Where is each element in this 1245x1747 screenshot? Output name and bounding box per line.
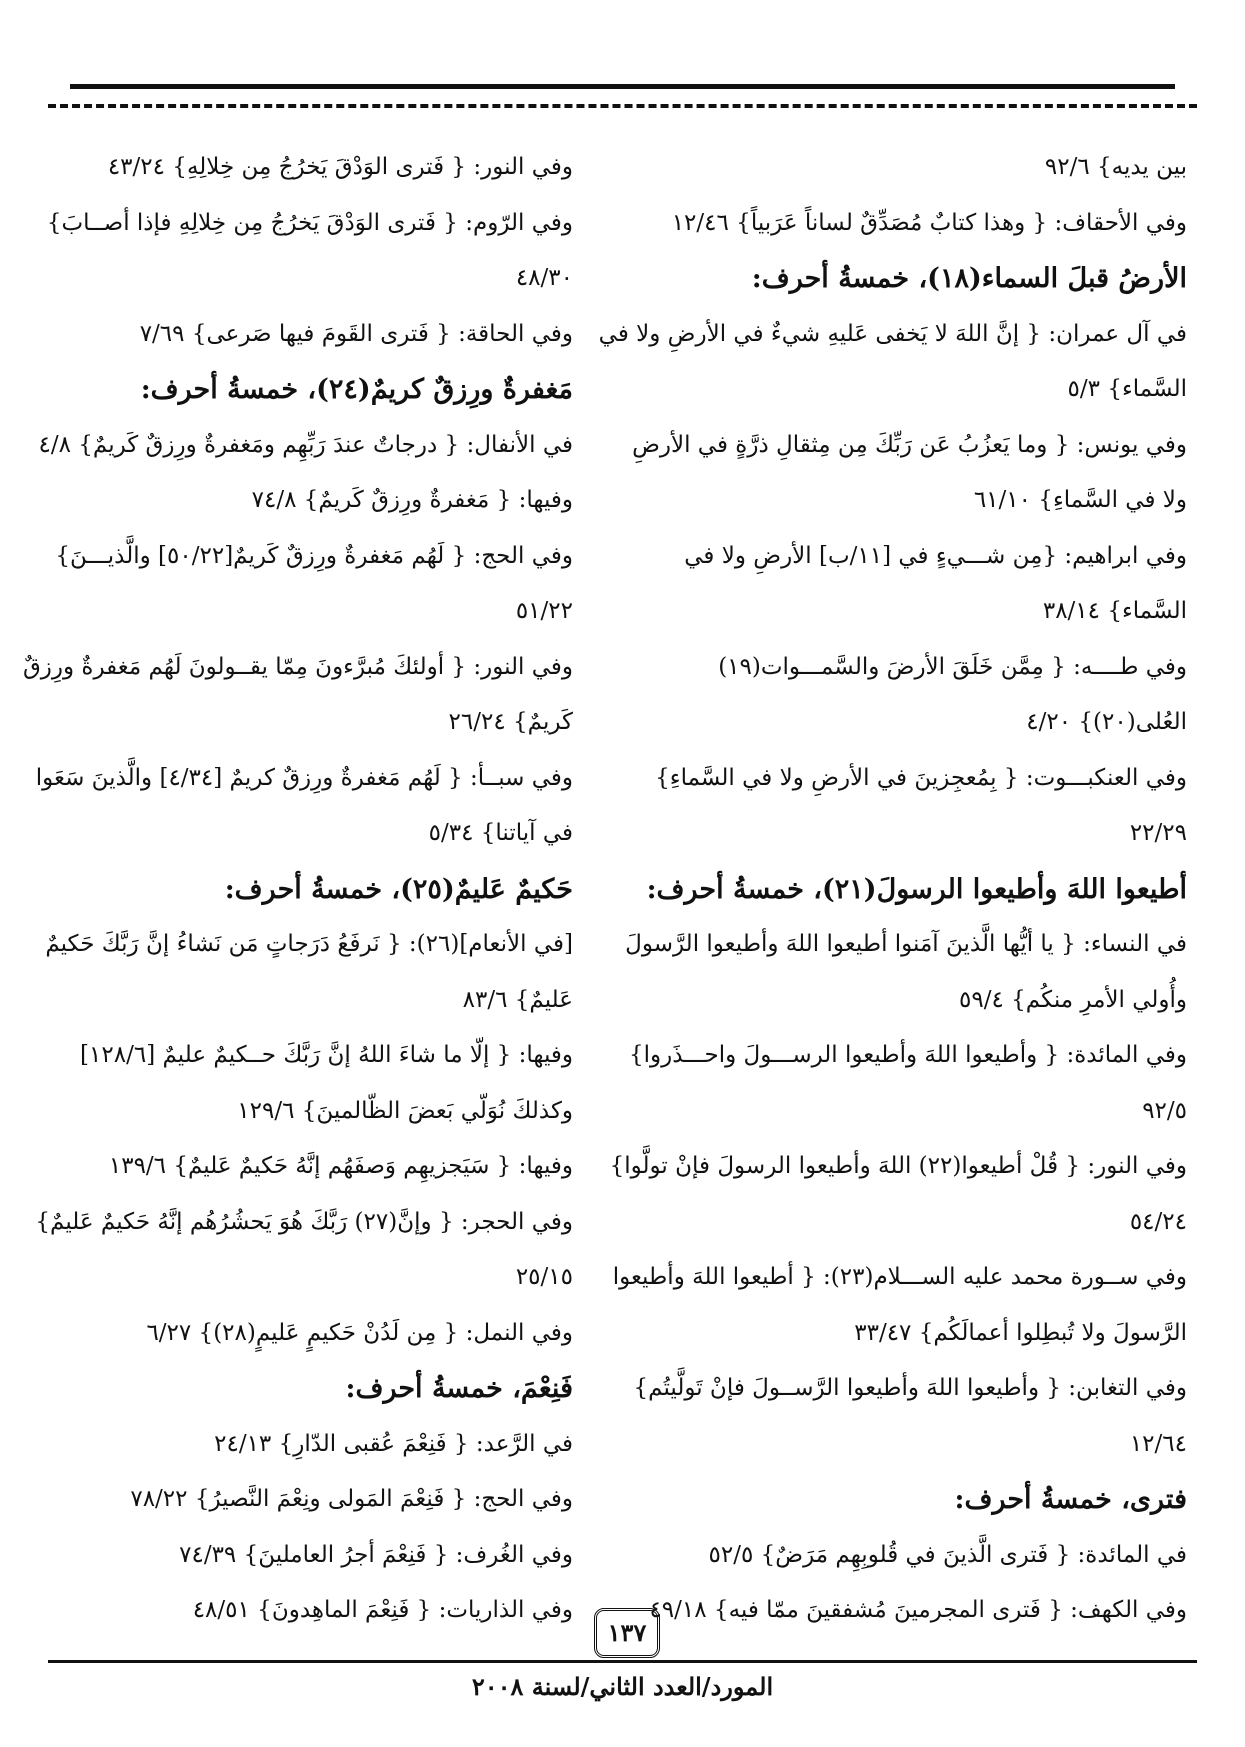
footer-rule [48,1660,1197,1663]
text-line: وأُولي الأمرِ منكُم} ٥٩/٤ [959,986,1187,1013]
text-line: في النساء: { يا أيُّها الَّذينَ آمَنوا أطيعوا اللهَ وأطيعوا الرَّسولَ [625,931,1187,957]
text-line: ١٢/٦٤ [1129,1430,1187,1457]
page-number: ١٣٧ [594,1608,660,1658]
text-line: ٥٤/٢٤ [1129,1208,1187,1235]
text-line: وفي ســورة محمد عليه الســـلام(٢٣): { أطيعوا اللهَ وأطيعوا [612,1264,1187,1290]
text-line: بين يديه} ٩٢/٦ [1044,154,1187,180]
section-heading: فترى، خمسةُ أحرف: [954,1484,1187,1515]
text-line: كَريمٌ} ٢٦/٢٤ [448,709,573,735]
text-line: ٩٢/٥ [1142,1097,1187,1124]
text-line: وفي الحج: { لَهُم مَغفرةٌ ورِزقٌ كَريمٌ[٥٠/٢٢] والَّذيـــنَ} [55,542,573,569]
section-heading: حَكيمٌ عَليمٌ(٢٥)، خمسةُ أحرف: [224,873,573,905]
text-line: ٥١/٢٢ [515,598,573,624]
text-line: وكذلكَ نُوَلّي بَعضَ الظّالمينَ} ١٢٩/٦ [237,1097,573,1124]
text-line: في آل عمران: { إنَّ اللهَ لا يَخفى عَليهِ شيءٌ في الأرضِ ولا في [598,320,1187,347]
text-line: وفي يونس: { وما يَعزُبُ عَن رَبِّكَ مِن مِثقالِ ذرَّةٍ في الأرضِ [632,431,1187,458]
text-line: وفي طــــه: { مِمَّن خَلَقَ الأرضَ والسَّمـــوات(١٩) [718,653,1187,680]
text-line: وفي سبــأ: { لَهُم مَغفرةٌ ورِزقٌ كريمٌ [٤/٣٤] والَّذينَ سَعَوا [35,764,573,791]
text-line: وفي الحاقة: { فَترى القَومَ فيها صَرعى} ٧/٦٩ [139,320,573,347]
text-line: ٤٨/٣٠ [515,265,573,291]
text-line: ٢٢/٢٩ [1129,820,1187,846]
header-dashed-rule [48,104,1197,108]
left-column [22,140,573,1639]
text-line: وفي المائدة: { وأطيعوا اللهَ وأطيعوا الرســـولَ واحـــذَروا} [628,1042,1187,1068]
text-line: الرَّسولَ ولا تُبطِلوا أعمالَكُم} ٣٣/٤٧ [854,1319,1187,1346]
text-line: ولا في السَّماءِ} ٦١/١٠ [973,487,1187,513]
text-line: وفي الأحقاف: { وهذا كتابٌ مُصَدِّقٌ لساناً عَرَبياً} ١٢/٤٦ [671,209,1187,236]
section-heading: مَغفرةٌ ورِزقٌ كريمٌ(٢٤)، خمسةُ أحرف: [140,374,573,405]
text-line: وفي الكهف: { فَترى المجرمينَ مُشفقينَ ممّا فيه} ٤٩/١٨ [649,1597,1187,1623]
text-line: وفي التغابن: { وأطيعوا اللهَ وأطيعوا الرَّســولَ فإنْ تَولَّيتُم} [633,1375,1187,1401]
text-line: وفي الحجر: { وإنَّ(٢٧) رَبَّكَ هُوَ يَحشُرُهُم إنَّهُ حَكيمٌ عَليمٌ} [35,1208,573,1235]
text-line: السَّماء} ٥/٣ [1067,376,1187,402]
text-line: وفيها: { سَيَجزيهِم وَصفَهُم إنَّهُ حَكيمٌ عَليمٌ} ١٣٩/٦ [108,1153,573,1179]
journal-footer: المورد/العدد الثاني/لسنة ٢٠٠٨ [471,1672,774,1701]
text-line: العُلى(٢٠)} ٤/٢٠ [1026,709,1187,735]
text-line: [في الأنعام](٢٦): { نَرفَعُ دَرَجاتٍ مَن نَشاءُ إنَّ رَبَّكَ حَكيمٌ [45,931,573,957]
text-line: وفي النمل: { مِن لَدُنْ حَكيمٍ عَليمٍ(٢٨)} ٦/٢٧ [146,1319,573,1346]
text-line: في الرَّعد: { فَنِعْمَ عُقبى الدّارِ} ٢٤/١٣ [214,1430,573,1457]
text-line: في المائدة: { فَترى الَّذينَ في قُلوبِهِم مَرَضٌ} ٥٢/٥ [708,1541,1187,1568]
header-rule [70,84,1175,89]
text-line: وفيها: { إلّا ما شاءَ اللهُ إنَّ رَبَّكَ حــكيمٌ عليمٌ [١٢٨/٦] [80,1042,573,1068]
text-line: وفي الغُرف: { فَنِعْمَ أجرُ العاملينَ} ٧٤/٣٩ [179,1541,573,1568]
text-line: في آياتنا} ٥/٣٤ [428,820,573,846]
section-heading: أطيعوا اللهَ وأطيعوا الرسولَ(٢١)، خمسةُ أحرف: [646,873,1187,905]
text-line: وفي النور: { أولئكَ مُبرَّءونَ مِمّا يقــولونَ لَهُم مَغفرةٌ ورِزقٌ [22,653,573,680]
text-line: وفي الذاريات: { فَنِعْمَ الماهِدونَ} ٤٨/٥١ [192,1597,573,1623]
text-line: ٢٥/١٥ [515,1264,573,1290]
text-line: وفي النور: { فَترى الوَدْقَ يَخرُجُ مِن خِلالِهِ} ٤٣/٢٤ [107,154,573,180]
text-line: وفي النور: { قُلْ أطيعوا(٢٢) اللهَ وأطيعوا الرسولَ فإنْ تولَّوا} [609,1153,1187,1179]
section-heading: فَنِعْمَ، خمسةُ أحرف: [345,1373,573,1404]
text-line: وفي العنكبـــوت: { بِمُعجِزينَ في الأرضِ ولا في السَّماءِ} [655,764,1187,791]
text-line: وفي الحج: { فَنِعْمَ المَولى ونِعْمَ النَّصيرُ} ٧٨/٢٢ [130,1486,573,1512]
text-line: وفي الرّوم: { فَترى الوَدْقَ يَخرُجُ مِن خِلالِهِ فإذا أصــابَ} [46,209,573,236]
section-heading: الأرضُ قبلَ السماء(١٨)، خمسةُ أحرف: [751,263,1187,294]
text-line: في الأنفال: { درجاتٌ عندَ رَبِّهِم ومَغفرةٌ ورِزقٌ كَريمٌ} ٤/٨ [38,431,573,458]
text-line: وفي ابراهيم: {مِن شـــيءٍ في [١١/ب] الأرضِ ولا في [684,542,1187,569]
text-line: السَّماء} ٣٨/١٤ [1042,598,1187,624]
text-line: عَليمٌ} ٨٣/٦ [462,986,573,1013]
text-line: وفيها: { مَغفرةٌ ورِزقٌ كَريمٌ} ٧٤/٨ [251,487,573,513]
